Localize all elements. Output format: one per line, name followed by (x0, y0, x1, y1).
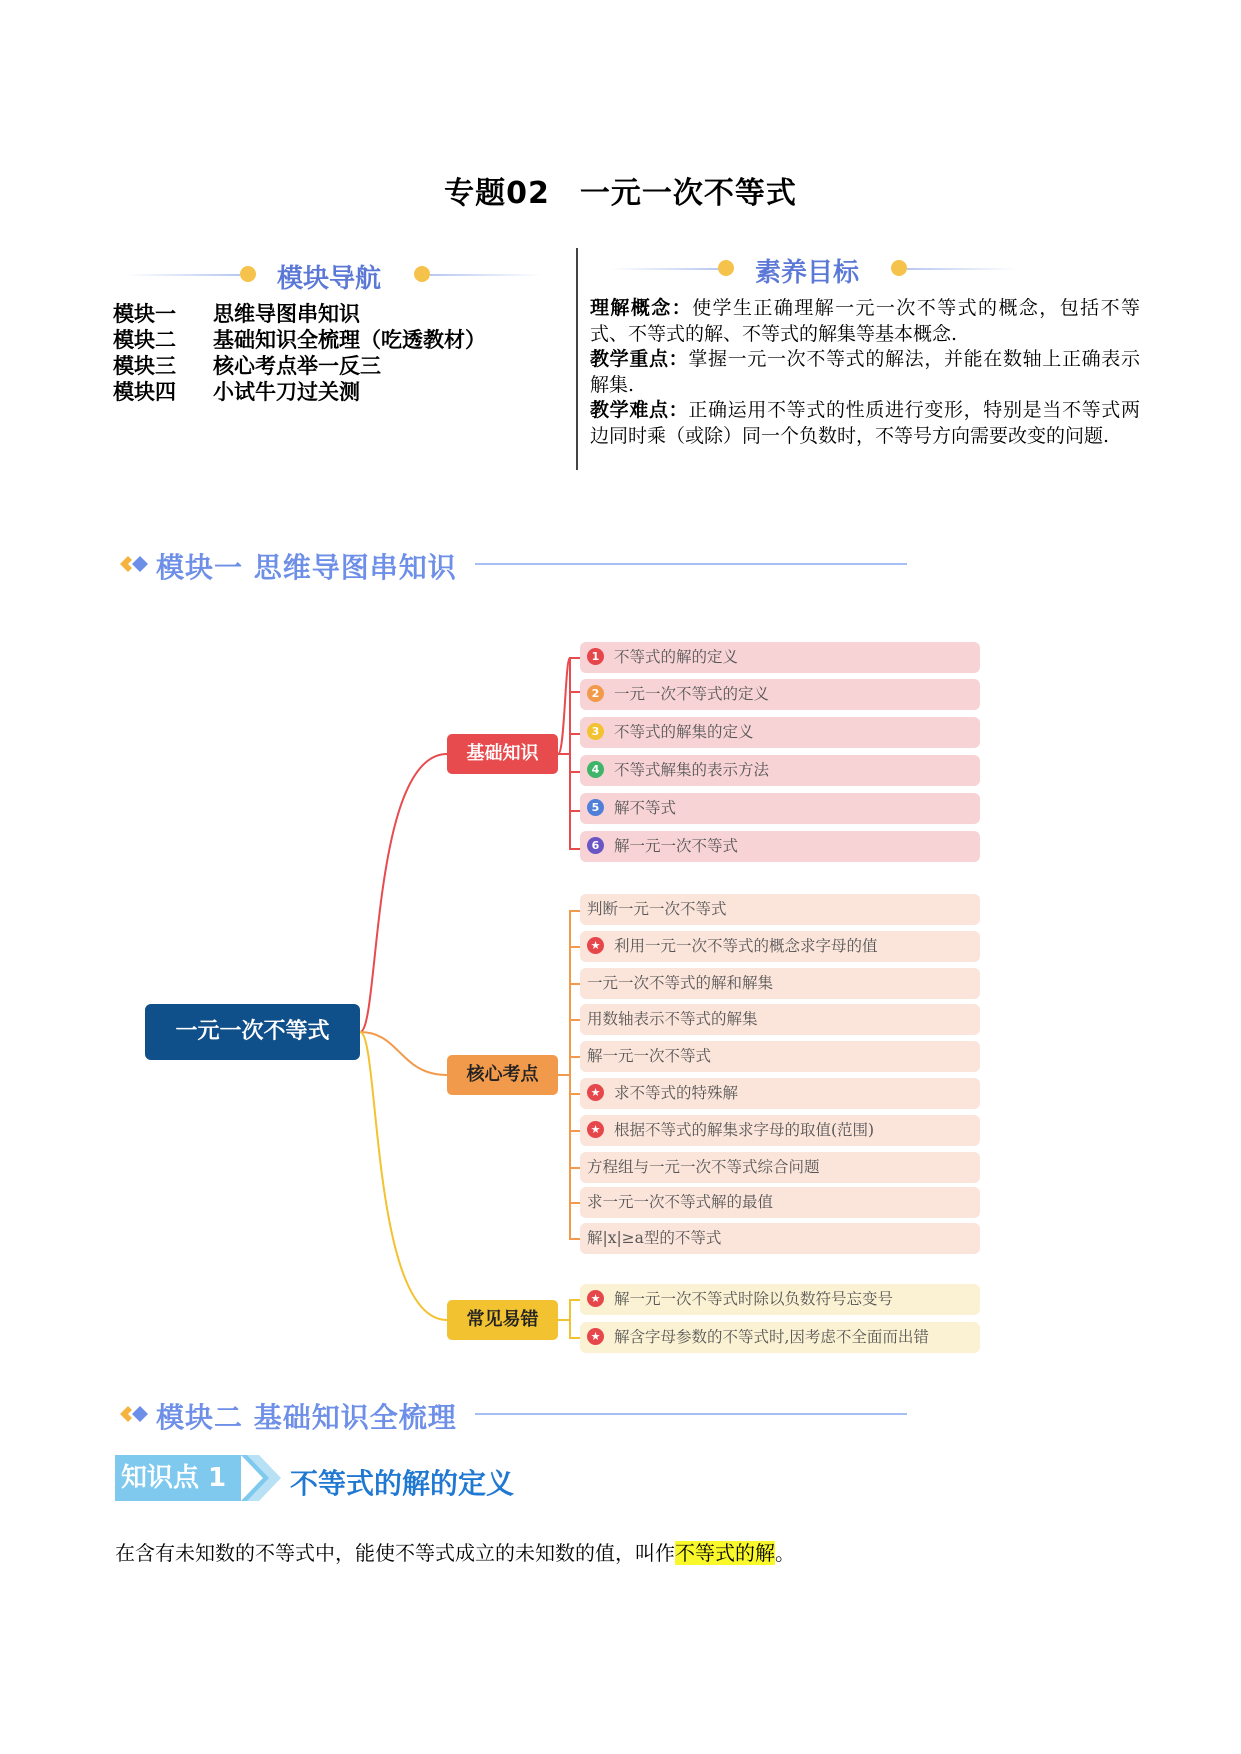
branch-common-errors: 常见易错 (447, 1300, 558, 1340)
number-3-icon: 3 (587, 723, 604, 740)
nav-item-num: 模块三 (113, 354, 176, 378)
star-icon: ★ (587, 1121, 604, 1138)
leaf-basic-6 (580, 831, 980, 862)
double-chevron-icon (118, 1402, 150, 1426)
module-1-title: 模块一 思维导图串知识 (156, 551, 457, 584)
star-icon: ★ (587, 1290, 604, 1307)
paragraph-text: 在含有未知数的不等式中，能使不等式成立的未知数的值，叫作 (115, 1541, 675, 1565)
number-5-icon: 5 (587, 799, 604, 816)
highlighted-term: 不等式的解 (675, 1541, 775, 1565)
goal-label: 教学难点： (590, 399, 689, 421)
star-icon: ★ (587, 1084, 604, 1101)
nav-heading: 模块导航 (277, 264, 382, 294)
goal-label: 理解概念： (590, 297, 693, 319)
definition-paragraph (115, 1537, 795, 1566)
module-2-title: 模块二 基础知识全梳理 (156, 1401, 457, 1434)
leaf-basic-3 (580, 717, 980, 748)
leaf-text: 解一元一次不等式 (614, 837, 739, 855)
star-icon: ★ (587, 937, 604, 954)
leaf-text: 判断一元一次不等式 (587, 900, 727, 918)
paragraph-end: 。 (775, 1541, 795, 1565)
leaf-text: 一元一次不等式的定义 (614, 685, 770, 703)
leaf-core-7 (580, 1115, 980, 1146)
mindmap-root: 一元一次不等式 (145, 1004, 360, 1060)
leaf-text: 一元一次不等式的解和解集 (587, 974, 774, 992)
nav-item-label: 小试牛刀过关测 (213, 380, 360, 404)
leaf-text: 方程组与一元一次不等式综合问题 (587, 1158, 820, 1176)
leaf-text: 利用一元一次不等式的概念求字母的值 (614, 937, 878, 955)
leaf-text: 不等式的解集的定义 (614, 723, 754, 741)
knowledge-point-title: 不等式的解的定义 (290, 1467, 515, 1500)
goal-text: 掌握一元一次不等式的解法，并能在数轴上正确表示解集. (590, 348, 1140, 396)
leaf-core-10 (580, 1223, 980, 1254)
leaf-text: 解含字母参数的不等式时,因考虑不全面而出错 (614, 1328, 929, 1346)
title-sub: 一元一次不等式 (579, 176, 797, 211)
goals-heading: 素养目标 (755, 258, 860, 288)
nav-item-label: 核心考点举一反三 (213, 354, 381, 378)
title-main: 专题02 (444, 176, 550, 211)
leaf-text: 求不等式的特殊解 (614, 1084, 739, 1102)
leaf-text: 用数轴表示不等式的解集 (587, 1010, 758, 1028)
goal-label: 教学重点： (590, 348, 689, 370)
nav-item-num: 模块四 (113, 380, 176, 404)
leaf-core-2 (580, 931, 980, 962)
goal-text: 使学生正确理解一元一次不等式的概念，包括不等式、不等式的解、不等式的解集等基本概念. (590, 297, 1140, 345)
leaf-core-6 (580, 1078, 980, 1109)
leaf-core-1 (580, 894, 980, 925)
leaf-text: 解一元一次不等式 (587, 1047, 712, 1065)
number-2-icon: 2 (587, 685, 604, 702)
module-2-line (475, 1413, 907, 1415)
leaf-core-4 (580, 1004, 980, 1035)
leaf-text: 根据不等式的解集求字母的取值(范围) (614, 1121, 875, 1139)
leaf-basic-1 (580, 642, 980, 673)
leaf-core-9 (580, 1187, 980, 1218)
number-1-icon: 1 (587, 648, 604, 665)
nav-item-num: 模块一 (113, 302, 176, 326)
leaf-core-5 (580, 1041, 980, 1072)
nav-item-label: 思维导图串知识 (213, 302, 360, 326)
branch-basic-knowledge: 基础知识 (447, 734, 558, 774)
goal-text: 正确运用不等式的性质进行变形，特别是当不等式两边同时乘（或除）同一个负数时，不等号方向需要改变的问题. (590, 399, 1140, 447)
leaf-text: 解|x|≥a型的不等式 (587, 1229, 722, 1247)
nav-item-num: 模块二 (113, 328, 176, 352)
leaf-core-3 (580, 968, 980, 999)
leaf-basic-4 (580, 755, 980, 786)
branch-core-points: 核心考点 (447, 1055, 558, 1095)
star-icon: ★ (587, 1328, 604, 1345)
leaf-core-8 (580, 1152, 980, 1183)
leaf-error-2 (580, 1322, 980, 1353)
number-6-icon: 6 (587, 837, 604, 854)
leaf-text: 解不等式 (614, 799, 677, 817)
leaf-text: 解一元一次不等式时除以负数符号忘变号 (614, 1290, 894, 1308)
leaf-text: 求一元一次不等式解的最值 (587, 1193, 774, 1211)
knowledge-point-tab: 知识点 1 (115, 1455, 241, 1501)
nav-item-label: 基础知识全梳理（吃透教材） (213, 328, 486, 352)
leaf-basic-5 (580, 793, 980, 824)
number-4-icon: 4 (587, 761, 604, 778)
leaf-basic-2 (580, 679, 980, 710)
chevron-right-icon (241, 1455, 287, 1501)
leaf-error-1 (580, 1284, 980, 1315)
leaf-text: 不等式解集的表示方法 (614, 761, 770, 779)
leaf-text: 不等式的解的定义 (614, 648, 739, 666)
